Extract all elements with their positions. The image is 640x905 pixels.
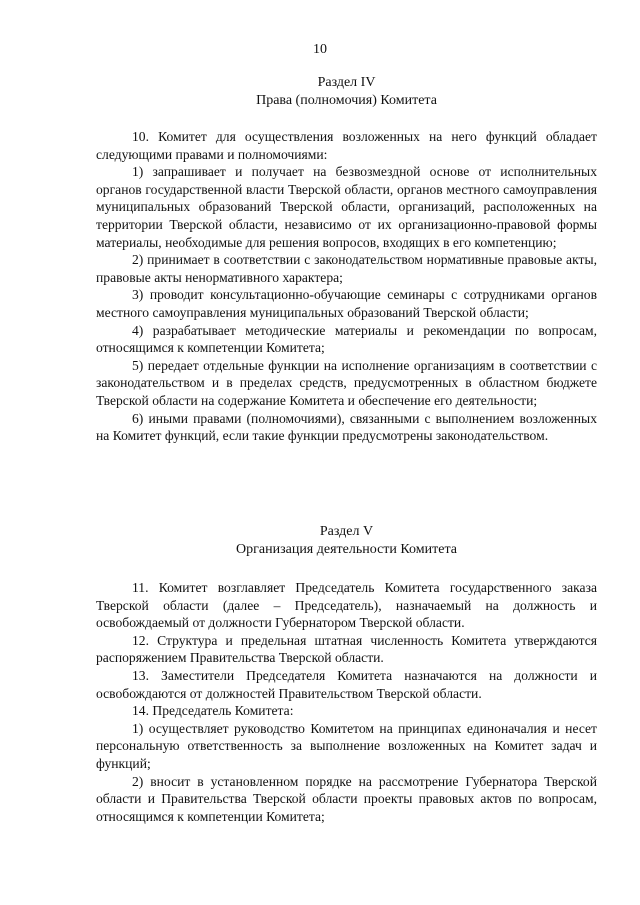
spacer <box>96 559 597 579</box>
paragraph-10-item-2: 2) принимает в соответствии с законодательством нормативные правовые акты, правовые акты ненормативного характера; <box>96 252 597 285</box>
paragraph-14-item-2: 2) вносит в установленном порядке на рассмотрение Губернатора Тверской области и Правительства Тверской области проекты правовых актов по вопросам, относящимся к компетенции Комитета; <box>96 773 597 824</box>
section-4-subtitle: Права (полномочия) Комитета <box>256 93 437 108</box>
section-4 <box>96 74 597 445</box>
paragraph-11: 11. Комитет возглавляет Председатель Комитета государственного заказа Тверской области (далее – Председатель), назначаемый на должность и освобождаемый от должности Губернатором Тверской области. <box>96 580 597 631</box>
section-4-title: Раздел IV <box>317 75 376 90</box>
page-number: 10 <box>313 42 327 57</box>
paragraph-10-item-3: 3) проводит консультационно-обучающие семинары с сотрудниками органов местного самоуправления муниципальных образований Тверской области; <box>96 287 597 320</box>
paragraph-10-item-4: 4) разрабатывает методические материалы и рекомендации по вопросам, относящимся к компетенции Комитета; <box>96 322 597 356</box>
paragraph-14: 14. Председатель Комитета: <box>132 703 294 719</box>
paragraph-12: 12. Структура и предельная штатная численность Комитета утверждаются распоряжением Правительства Тверской области. <box>96 632 597 666</box>
paragraph-10-item-5: 5) передает отдельные функции на исполнение организациям в соответствии с законодательством и в пределах средств, предусмотренных в областном бюджете Тверской области на содержание Комитета и обеспечение его деятельности; <box>96 357 597 408</box>
section-5 <box>96 523 597 825</box>
paragraph-14-item-1: 1) осуществляет руководство Комитетом на принципах единоначалия и несет персональную ответственность за выполнение возложенных на Комитет задач и функций; <box>96 720 597 771</box>
paragraph-13: 13. Заместители Председателя Комитета назначаются на должности и освобождаются от должностей Правительством Тверской области. <box>96 667 597 701</box>
paragraph-10: 10. Комитет для осуществления возложенных на него функций обладает следующими правами и полномочиями: <box>96 129 597 162</box>
paragraph-10-item-1: 1) запрашивает и получает на безвозмездной основе от исполнительных органов государственной власти Тверской области, органов местного самоуправления муниципальных образований Тверской области, организаций, расположенных на территории Тверской области, независимо от их организационно-правовой формы материалы, необходимые для решения вопросов, входящих в его компетенцию; <box>96 164 597 250</box>
section-5-title: Раздел V <box>319 524 374 539</box>
section-5-subtitle: Организация деятельности Комитета <box>236 542 457 557</box>
paragraph-10-item-6: 6) иными правами (полномочиями), связанными с выполнением возложенных на Комитет функций, если такие функции предусмотрены законодательством. <box>96 410 597 444</box>
spacer <box>96 110 597 128</box>
